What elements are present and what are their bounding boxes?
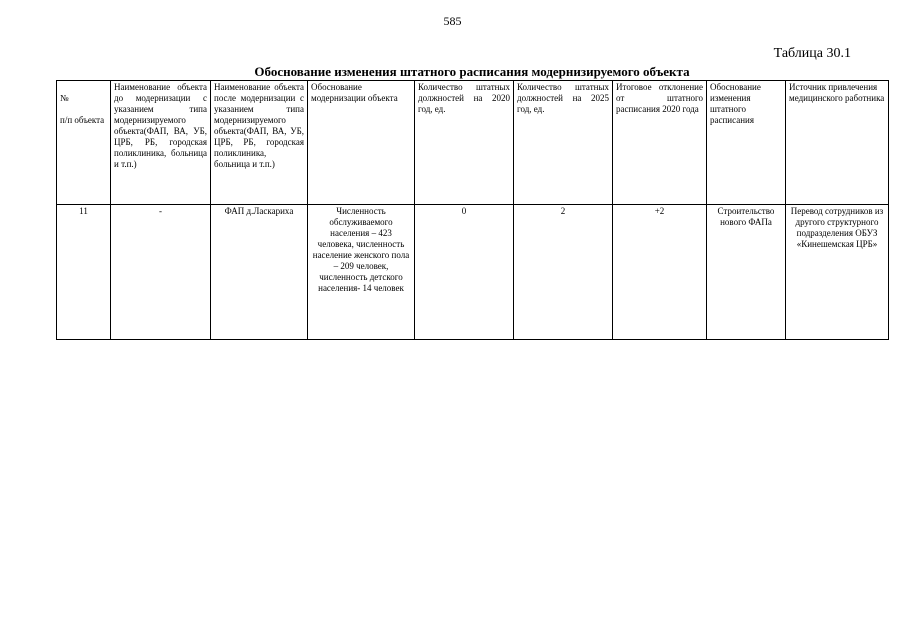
- table-header-row: [57, 81, 889, 205]
- cell-change-reason: Строительство нового ФАПа: [707, 205, 786, 340]
- cell-source: Перевод сотрудников из другого структурного подразделения ОБУЗ «Кинешемская ЦРБ»: [786, 205, 889, 340]
- cell-count-2020: 0: [415, 205, 514, 340]
- header-change-reason: Обоснование изменения штатного расписания: [707, 81, 786, 205]
- cell-name-before: -: [111, 205, 211, 340]
- table-row: [57, 205, 889, 340]
- header-count-2020: Количество штатных должностей на 2020 год, ед.: [415, 81, 514, 205]
- header-justification: Обоснование модернизации объекта: [308, 81, 415, 205]
- header-num: [57, 81, 111, 205]
- header-num-text: п/п объекта: [60, 115, 105, 125]
- header-source: Источник привлечения медицинского работника: [786, 81, 889, 205]
- header-name-after: Наименование объекта после модернизации с указанием типа модернизируемого объекта(ФАП, ВА, УБ, ЦРБ, РБ, городская поликлиника, больница и т.п.): [211, 81, 308, 205]
- cell-num: 11: [57, 205, 111, 340]
- table-label: Таблица 30.1: [773, 46, 851, 61]
- header-num-symbol: №: [60, 93, 69, 103]
- cell-name-after: ФАП д.Ласкариха: [211, 205, 308, 340]
- cell-deviation: +2: [613, 205, 707, 340]
- staffing-table: [56, 80, 889, 340]
- table-title: Обоснование изменения штатного расписания модернизируемого объекта: [254, 64, 690, 79]
- header-deviation: Итоговое отклонение от штатного расписания 2020 года: [613, 81, 707, 205]
- header-name-before: Наименование объекта до модернизации с указанием типа модернизируемого объекта(ФАП, ВА, УБ, ЦРБ, РБ, городская поликлиника, больница и т.п.): [111, 81, 211, 205]
- page-number: 585: [443, 14, 462, 28]
- cell-justification: Численность обслуживаемого населения – 423 человека, численность население женского пола – 209 человек, численность детского населения- 14 человек: [308, 205, 415, 340]
- header-count-2025: Количество штатных должностей на 2025 год, ед.: [514, 81, 613, 205]
- cell-count-2025: 2: [514, 205, 613, 340]
